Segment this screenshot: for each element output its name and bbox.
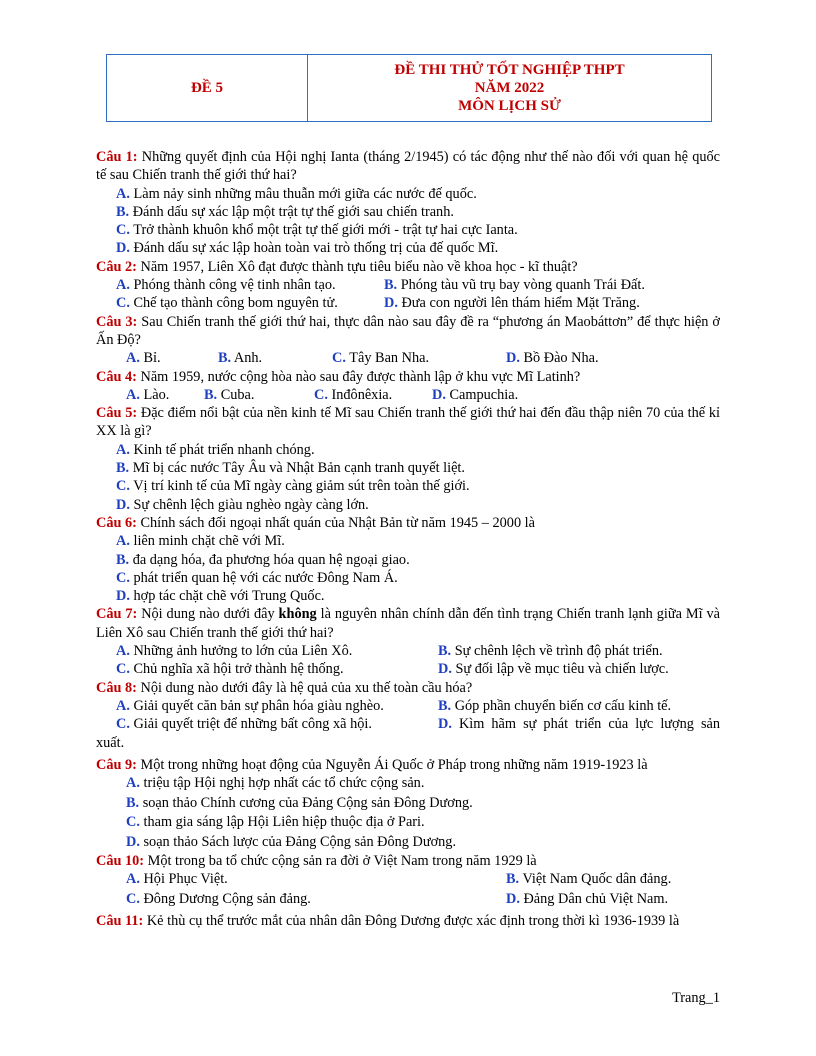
question-5: Câu 5: Đặc điểm nổi bật của nền kinh tế Mĩ sau Chiến tranh thế giới thứ hai đến đầu thập niên 70 của thế kỉ XX là gì? bbox=[96, 405, 720, 440]
exam-title: ĐỀ THI THỬ TỐT NGHIỆP THPT bbox=[394, 62, 625, 78]
options bbox=[126, 774, 720, 852]
page-number: Trang_1 bbox=[672, 990, 720, 1006]
question-9: Câu 9: Một trong những hoạt động của Nguyễn Ái Quốc ở Pháp trong những năm 1919-1923 là bbox=[96, 756, 648, 773]
option-row: A. Giải quyết căn bản sự phân hóa giàu nghèo. B. Góp phần chuyển biến cơ cấu kinh tế. bbox=[116, 697, 672, 714]
option: B. soạn thảo Chính cương của Đảng Cộng sản Đông Dương. bbox=[126, 794, 473, 811]
exam-header-table bbox=[106, 54, 712, 122]
question-7: Câu 7: Nội dung nào dưới đây không là nguyên nhân chính dẫn đến tình trạng Chiến tranh lạnh giữa Mĩ và Liên Xô sau Chiến tranh thế giới thứ hai? bbox=[96, 606, 720, 641]
option: C. Vị trí kinh tế của Mĩ ngày càng giảm sút trên toàn thế giới. bbox=[116, 478, 470, 495]
option: B. Mĩ bị các nước Tây Âu và Nhật Bản cạnh tranh quyết liệt. bbox=[116, 460, 465, 477]
option-row: A. Phóng thành công vệ tinh nhân tạo. B. Phóng tàu vũ trụ bay vòng quanh Trái Đất. bbox=[116, 277, 645, 294]
option: D. Đánh dấu sự xác lập hoàn toàn vai trò thống trị của đế quốc Mĩ. bbox=[116, 240, 499, 257]
exam-subject: MÔN LỊCH SỬ bbox=[458, 98, 561, 114]
question-11: Câu 11: Kẻ thù cụ thể trước mắt của nhân dân Đông Dương được xác định trong thời kì 1936-1939 là bbox=[96, 913, 680, 930]
option-row: A. Những ảnh hưởng to lớn của Liên Xô. B. Sự chênh lệch về trình độ phát triển. bbox=[116, 643, 663, 660]
option: D. hợp tác chặt chẽ với Trung Quốc. bbox=[116, 588, 325, 605]
option-row: C. Đông Dương Cộng sản đảng. D. Đảng Dân chủ Việt Nam. bbox=[126, 890, 669, 907]
exam-number: ĐỀ 5 bbox=[190, 79, 224, 96]
question-8: Câu 8: Nội dung nào dưới đây là hệ quả của xu thế toàn cầu hóa? bbox=[96, 679, 473, 696]
question-2: Câu 2: Năm 1957, Liên Xô đạt được thành tựu tiêu biểu nào về khoa học - kĩ thuật? bbox=[96, 258, 578, 275]
question-3: Câu 3: Sau Chiến tranh thế giới thứ hai, thực dân nào sau đây đề ra “phương án Maobáttơn” để thực hiện ở Ấn Độ? bbox=[96, 313, 720, 348]
question-10: Câu 10: Một trong ba tổ chức cộng sản ra đời ở Việt Nam trong năm 1929 là bbox=[96, 853, 537, 870]
option-row: C. Chế tạo thành công bom nguyên tử. D. Đưa con người lên thám hiểm Mặt Trăng. bbox=[116, 295, 640, 312]
option: D. soạn thảo Sách lược của Đảng Cộng sản Đông Dương. bbox=[126, 833, 457, 850]
question-list bbox=[96, 148, 720, 931]
exam-title-cell bbox=[308, 55, 711, 121]
option: A. triệu tập Hội nghị hợp nhất các tổ chức cộng sản. bbox=[126, 775, 425, 792]
option: C. Trở thành khuôn khổ một trật tự thế giới mới - trật tự hai cực Ianta. bbox=[116, 222, 518, 239]
option-row: C. Giải quyết triệt để những bất công xã hội. D. Kìm hãm sự phát triển của lực lượng sản xuất. bbox=[96, 716, 720, 751]
exam-number-cell bbox=[107, 55, 308, 121]
option: A. Kinh tế phát triển nhanh chóng. bbox=[116, 441, 315, 458]
option: B. đa dạng hóa, đa phương hóa quan hệ ngoại giao. bbox=[116, 551, 410, 568]
exam-year: NĂM 2022 bbox=[474, 80, 545, 96]
question-1: Câu 1: Những quyết định của Hội nghị Ianta (tháng 2/1945) có tác động như thế nào đối với quan hệ quốc tế sau Chiến tranh thế giới thứ hai? bbox=[96, 149, 720, 184]
option: D. Sự chênh lệch giàu nghèo ngày càng lớn. bbox=[116, 496, 369, 513]
option: C. phát triển quan hệ với các nước Đông Nam Á. bbox=[116, 569, 398, 586]
option: C. tham gia sáng lập Hội Liên hiệp thuộc địa ở Pari. bbox=[126, 814, 425, 831]
option-row: A. Lào. B. Cuba. C. Inđônêxia. D. Campuchia. bbox=[126, 386, 519, 403]
option-row: C. Chủ nghĩa xã hội trở thành hệ thống. D. Sự đối lập về mục tiêu và chiến lược. bbox=[116, 661, 669, 678]
option: B. Đánh dấu sự xác lập một trật tự thế giới sau chiến tranh. bbox=[116, 203, 454, 220]
question-6: Câu 6: Chính sách đối ngoại nhất quán của Nhật Bản từ năm 1945 – 2000 là bbox=[96, 514, 535, 531]
option-row: A. Hội Phục Việt. B. Việt Nam Quốc dân đảng. bbox=[126, 871, 672, 888]
question-4: Câu 4: Năm 1959, nước cộng hòa nào sau đây được thành lập ở khu vực Mĩ Latinh? bbox=[96, 368, 581, 385]
option: A. liên minh chặt chẽ với Mĩ. bbox=[116, 533, 285, 550]
option: A. Làm nảy sinh những mâu thuẫn mới giữa các nước đế quốc. bbox=[116, 185, 477, 202]
option-row: A. Bỉ. B. Anh. C. Tây Ban Nha. D. Bồ Đào Nha. bbox=[126, 350, 599, 367]
